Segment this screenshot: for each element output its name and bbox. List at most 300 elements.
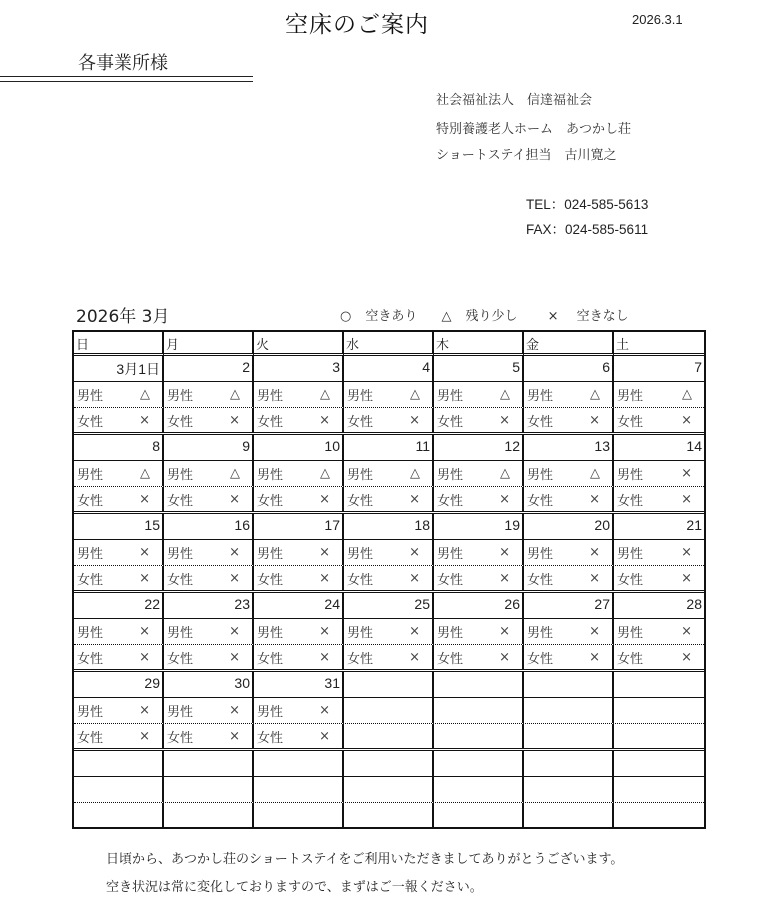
female-availability-cell [344, 724, 434, 748]
triangle-icon: △ [230, 466, 240, 481]
male-availability-cell [434, 461, 524, 486]
male-availability-cell [254, 777, 344, 802]
cross-icon: × [319, 703, 330, 718]
male-availability-cell [164, 461, 254, 486]
cross-icon: × [409, 491, 420, 507]
tel-number: TEL：024-585-5613 [526, 197, 649, 212]
female-availability-cell [434, 645, 524, 669]
female-label: 女性 [257, 414, 284, 430]
female-label: 女性 [617, 414, 644, 430]
female-availability-cell [254, 803, 344, 827]
cross-icon: × [589, 412, 600, 428]
weekday-header: 日 [74, 332, 164, 356]
female-availability-cell [164, 487, 254, 511]
day-number: 21 [686, 517, 702, 533]
female-label: 女性 [257, 651, 284, 667]
female-row [74, 803, 704, 827]
day-number [524, 751, 614, 776]
male-label: 男性 [167, 626, 194, 641]
cross-icon: × [589, 649, 600, 665]
cross-icon: × [139, 545, 150, 560]
male-label: 男性 [77, 468, 104, 483]
triangle-icon: △ [140, 387, 150, 402]
cross-icon: × [547, 309, 559, 324]
cross-icon: × [139, 570, 150, 586]
male-row [74, 619, 704, 645]
availability-legend [340, 305, 629, 324]
availability-calendar [72, 330, 706, 829]
male-label: 男性 [437, 547, 464, 562]
female-label: 女性 [77, 572, 104, 588]
female-availability-cell [524, 645, 614, 669]
female-availability-cell [614, 724, 704, 748]
male-availability-cell [614, 382, 704, 407]
female-availability-cell [164, 566, 254, 590]
female-availability-cell [524, 724, 614, 748]
female-label: 女性 [77, 414, 104, 430]
day-number: 3 [254, 356, 344, 381]
male-label: 男性 [257, 389, 284, 404]
day-number: 10 [254, 435, 344, 460]
calendar-week [74, 593, 704, 672]
cross-icon: × [589, 624, 600, 639]
triangle-icon: △ [140, 466, 150, 481]
male-label: 男性 [617, 626, 644, 641]
male-label: 男性 [77, 547, 104, 562]
female-availability-cell [254, 645, 344, 669]
male-label: 男性 [617, 468, 644, 483]
legend-available [340, 305, 417, 324]
day-number: 12 [434, 435, 524, 460]
legend-full [548, 305, 629, 324]
legend-label: 残り少し [465, 309, 518, 324]
female-label: 女性 [77, 651, 104, 667]
male-label: 男性 [257, 626, 284, 641]
male-label: 男性 [437, 626, 464, 641]
day-number [74, 751, 164, 776]
triangle-icon: △ [500, 387, 510, 402]
cross-icon: × [409, 624, 420, 639]
female-label: 女性 [617, 493, 644, 509]
male-label: 男性 [347, 626, 374, 641]
female-row [74, 645, 704, 669]
male-label: 男性 [617, 389, 644, 404]
female-availability-cell [614, 487, 704, 511]
male-availability-cell [254, 619, 344, 644]
issue-date: 2026.3.1 [632, 12, 683, 27]
org-contact-person: ショートステイ担当 古川寛之 [436, 148, 617, 163]
male-availability-cell [614, 619, 704, 644]
female-label: 女性 [167, 651, 194, 667]
triangle-icon: △ [441, 309, 452, 324]
day-number [614, 751, 704, 776]
weekday-header: 金 [524, 332, 614, 356]
calendar-week [74, 435, 704, 514]
cross-icon: × [319, 649, 330, 665]
female-availability-cell [614, 803, 704, 827]
cross-icon: × [139, 412, 150, 428]
female-availability-cell [254, 408, 344, 432]
male-availability-cell [164, 777, 254, 802]
female-label: 女性 [437, 414, 464, 430]
male-availability-cell [164, 698, 254, 723]
date-row [74, 514, 704, 540]
cross-icon: × [319, 570, 330, 586]
date-row [74, 751, 704, 777]
male-availability-cell [434, 619, 524, 644]
day-number [614, 672, 704, 697]
male-availability-cell [524, 461, 614, 486]
day-number [254, 751, 344, 776]
female-availability-cell [164, 724, 254, 748]
male-availability-cell [434, 540, 524, 565]
female-availability-cell [74, 645, 164, 669]
day-number: 9 [164, 435, 254, 460]
addressee: 各事業所様 [78, 53, 168, 74]
weekday-header: 月 [164, 332, 254, 356]
female-label: 女性 [347, 572, 374, 588]
day-number: 3月1日 [74, 356, 164, 381]
cross-icon: × [681, 624, 692, 639]
day-number: 28 [686, 596, 702, 612]
male-availability-cell [524, 382, 614, 407]
female-availability-cell [524, 803, 614, 827]
cross-icon: × [589, 491, 600, 507]
day-number: 20 [524, 514, 614, 539]
female-availability-cell [254, 566, 344, 590]
cross-icon: × [409, 545, 420, 560]
day-number: 17 [254, 514, 344, 539]
cross-icon: × [139, 728, 150, 744]
cross-icon: × [319, 624, 330, 639]
cross-icon: × [499, 491, 510, 507]
triangle-icon: △ [320, 466, 330, 481]
female-label: 女性 [77, 730, 104, 746]
female-label: 女性 [257, 493, 284, 509]
female-label: 女性 [617, 651, 644, 667]
cross-icon: × [681, 570, 692, 586]
male-label: 男性 [437, 389, 464, 404]
female-label: 女性 [167, 730, 194, 746]
day-number: 23 [164, 593, 254, 618]
female-availability-cell [254, 487, 344, 511]
female-availability-cell [164, 645, 254, 669]
cross-icon: × [319, 412, 330, 428]
cross-icon: × [229, 570, 240, 586]
male-availability-cell [434, 698, 524, 723]
cross-icon: × [499, 624, 510, 639]
male-label: 男性 [167, 389, 194, 404]
male-availability-cell [344, 698, 434, 723]
male-availability-cell [344, 382, 434, 407]
cross-icon: × [499, 412, 510, 428]
cross-icon: × [499, 570, 510, 586]
triangle-icon: △ [410, 387, 420, 402]
cross-icon: × [409, 649, 420, 665]
triangle-icon: △ [682, 387, 692, 402]
triangle-icon: △ [590, 466, 600, 481]
day-number [434, 751, 524, 776]
male-label: 男性 [257, 705, 284, 720]
triangle-icon: △ [230, 387, 240, 402]
female-availability-cell [344, 803, 434, 827]
male-availability-cell [344, 619, 434, 644]
male-availability-cell [524, 540, 614, 565]
male-label: 男性 [167, 705, 194, 720]
date-row [74, 356, 704, 382]
weekday-header: 火 [254, 332, 344, 356]
day-number: 5 [434, 356, 524, 381]
day-number: 26 [434, 593, 524, 618]
day-number: 22 [74, 593, 164, 618]
female-availability-cell [434, 408, 524, 432]
cross-icon: × [229, 412, 240, 428]
female-availability-cell [74, 803, 164, 827]
male-availability-cell [74, 540, 164, 565]
male-label: 男性 [257, 468, 284, 483]
calendar-month: 2026年 3月 [76, 307, 170, 327]
female-label: 女性 [437, 493, 464, 509]
weekday-header: 木 [434, 332, 524, 356]
female-availability-cell [434, 803, 524, 827]
male-label: 男性 [167, 547, 194, 562]
legend-label: 空きなし [576, 309, 629, 324]
day-number: 29 [74, 672, 164, 697]
org-corporation: 社会福祉法人 信達福祉会 [436, 93, 593, 108]
female-availability-cell [434, 724, 524, 748]
male-row [74, 777, 704, 803]
date-row [74, 435, 704, 461]
female-label: 女性 [167, 414, 194, 430]
cross-icon: × [681, 491, 692, 507]
cross-icon: × [319, 728, 330, 744]
male-row [74, 698, 704, 724]
cross-icon: × [229, 491, 240, 507]
day-number: 15 [74, 514, 164, 539]
weekday-header: 水 [344, 332, 434, 356]
triangle-icon: △ [590, 387, 600, 402]
day-number [344, 672, 434, 697]
female-label: 女性 [347, 493, 374, 509]
day-number: 6 [524, 356, 614, 381]
male-availability-cell [254, 382, 344, 407]
day-number: 2 [164, 356, 254, 381]
document-title: 空床のご案内 [285, 12, 429, 38]
male-availability-cell [344, 461, 434, 486]
male-label: 男性 [527, 389, 554, 404]
female-label: 女性 [437, 651, 464, 667]
female-row [74, 566, 704, 590]
female-availability-cell [524, 487, 614, 511]
male-availability-cell [344, 777, 434, 802]
triangle-icon: △ [500, 466, 510, 481]
calendar-week [74, 751, 704, 827]
female-availability-cell [164, 803, 254, 827]
cross-icon: × [229, 624, 240, 639]
male-label: 男性 [527, 626, 554, 641]
female-availability-cell [614, 566, 704, 590]
male-label: 男性 [437, 468, 464, 483]
cross-icon: × [681, 412, 692, 428]
day-number: 27 [524, 593, 614, 618]
weekday-header-row [74, 332, 704, 356]
cross-icon: × [229, 703, 240, 718]
day-number: 25 [344, 593, 434, 618]
day-number: 4 [344, 356, 434, 381]
male-availability-cell [344, 540, 434, 565]
cross-icon: × [139, 649, 150, 665]
triangle-icon: △ [320, 387, 330, 402]
female-availability-cell [74, 487, 164, 511]
fax-number: FAX：024-585-5611 [526, 222, 649, 237]
male-availability-cell [74, 382, 164, 407]
female-label: 女性 [617, 572, 644, 588]
male-label: 男性 [527, 547, 554, 562]
day-number: 13 [524, 435, 614, 460]
male-label: 男性 [257, 547, 284, 562]
male-availability-cell [74, 777, 164, 802]
male-availability-cell [164, 540, 254, 565]
female-label: 女性 [527, 651, 554, 667]
male-label: 男性 [77, 389, 104, 404]
male-label: 男性 [347, 547, 374, 562]
cross-icon: × [681, 649, 692, 665]
legend-few-left [442, 305, 518, 324]
female-availability-cell [344, 566, 434, 590]
male-availability-cell [434, 382, 524, 407]
cross-icon: × [681, 466, 692, 481]
female-availability-cell [614, 645, 704, 669]
male-availability-cell [254, 540, 344, 565]
female-availability-cell [614, 408, 704, 432]
male-availability-cell [524, 619, 614, 644]
day-number: 31 [254, 672, 344, 697]
cross-icon: × [499, 545, 510, 560]
male-availability-cell [614, 698, 704, 723]
circle-icon: ○ [340, 309, 352, 324]
female-availability-cell [434, 566, 524, 590]
male-availability-cell [524, 777, 614, 802]
male-label: 男性 [347, 468, 374, 483]
date-row [74, 593, 704, 619]
male-availability-cell [614, 540, 704, 565]
day-number [344, 751, 434, 776]
male-label: 男性 [347, 389, 374, 404]
day-number: 11 [344, 435, 434, 460]
male-availability-cell [74, 461, 164, 486]
triangle-icon: △ [410, 466, 420, 481]
cross-icon: × [139, 491, 150, 507]
male-label: 男性 [167, 468, 194, 483]
cross-icon: × [229, 728, 240, 744]
male-availability-cell [524, 698, 614, 723]
cross-icon: × [589, 570, 600, 586]
female-label: 女性 [347, 651, 374, 667]
footer-message-thanks: 日頃から、あつかし荘のショートステイをご利用いただきましてありがとうございます。 [106, 852, 624, 867]
female-label: 女性 [527, 493, 554, 509]
day-number: 14 [686, 438, 702, 454]
male-availability-cell [434, 777, 524, 802]
cross-icon: × [139, 703, 150, 718]
male-availability-cell [74, 698, 164, 723]
female-label: 女性 [527, 572, 554, 588]
male-availability-cell [254, 698, 344, 723]
male-row [74, 461, 704, 487]
day-number: 24 [254, 593, 344, 618]
cross-icon: × [409, 412, 420, 428]
weekday-header: 土 [614, 332, 704, 356]
female-availability-cell [254, 724, 344, 748]
female-availability-cell [524, 408, 614, 432]
male-availability-cell [614, 777, 704, 802]
female-availability-cell [344, 408, 434, 432]
addressee-double-underline [0, 76, 253, 82]
org-facility: 特別養護老人ホーム あつかし荘 [436, 122, 632, 137]
day-number [524, 672, 614, 697]
day-number: 16 [164, 514, 254, 539]
female-label: 女性 [527, 414, 554, 430]
female-availability-cell [344, 487, 434, 511]
calendar-week [74, 514, 704, 593]
male-row [74, 382, 704, 408]
day-number: 19 [434, 514, 524, 539]
day-number [164, 751, 254, 776]
female-availability-cell [74, 724, 164, 748]
female-label: 女性 [437, 572, 464, 588]
female-row [74, 487, 704, 511]
female-availability-cell [74, 408, 164, 432]
cross-icon: × [319, 491, 330, 507]
cross-icon: × [589, 545, 600, 560]
female-row [74, 724, 704, 748]
male-label: 男性 [77, 705, 104, 720]
male-label: 男性 [617, 547, 644, 562]
male-label: 男性 [77, 626, 104, 641]
female-availability-cell [74, 566, 164, 590]
female-label: 女性 [257, 730, 284, 746]
day-number: 18 [344, 514, 434, 539]
female-label: 女性 [77, 493, 104, 509]
day-number [434, 672, 524, 697]
female-availability-cell [344, 645, 434, 669]
date-row [74, 672, 704, 698]
day-number: 30 [164, 672, 254, 697]
female-label: 女性 [167, 493, 194, 509]
cross-icon: × [139, 624, 150, 639]
male-availability-cell [254, 461, 344, 486]
legend-label: 空きあり [365, 309, 418, 324]
male-availability-cell [164, 619, 254, 644]
day-number: 8 [74, 435, 164, 460]
calendar-week [74, 672, 704, 751]
male-label: 男性 [527, 468, 554, 483]
female-label: 女性 [347, 414, 374, 430]
female-availability-cell [434, 487, 524, 511]
cross-icon: × [229, 545, 240, 560]
cross-icon: × [499, 649, 510, 665]
female-label: 女性 [167, 572, 194, 588]
male-availability-cell [74, 619, 164, 644]
female-availability-cell [164, 408, 254, 432]
female-availability-cell [524, 566, 614, 590]
female-label: 女性 [257, 572, 284, 588]
male-availability-cell [164, 382, 254, 407]
male-row [74, 540, 704, 566]
calendar-week [74, 356, 704, 435]
footer-message-contact: 空き状況は常に変化しておりますので、まずはご一報ください。 [106, 880, 483, 895]
cross-icon: × [409, 570, 420, 586]
day-number: 7 [694, 359, 702, 375]
